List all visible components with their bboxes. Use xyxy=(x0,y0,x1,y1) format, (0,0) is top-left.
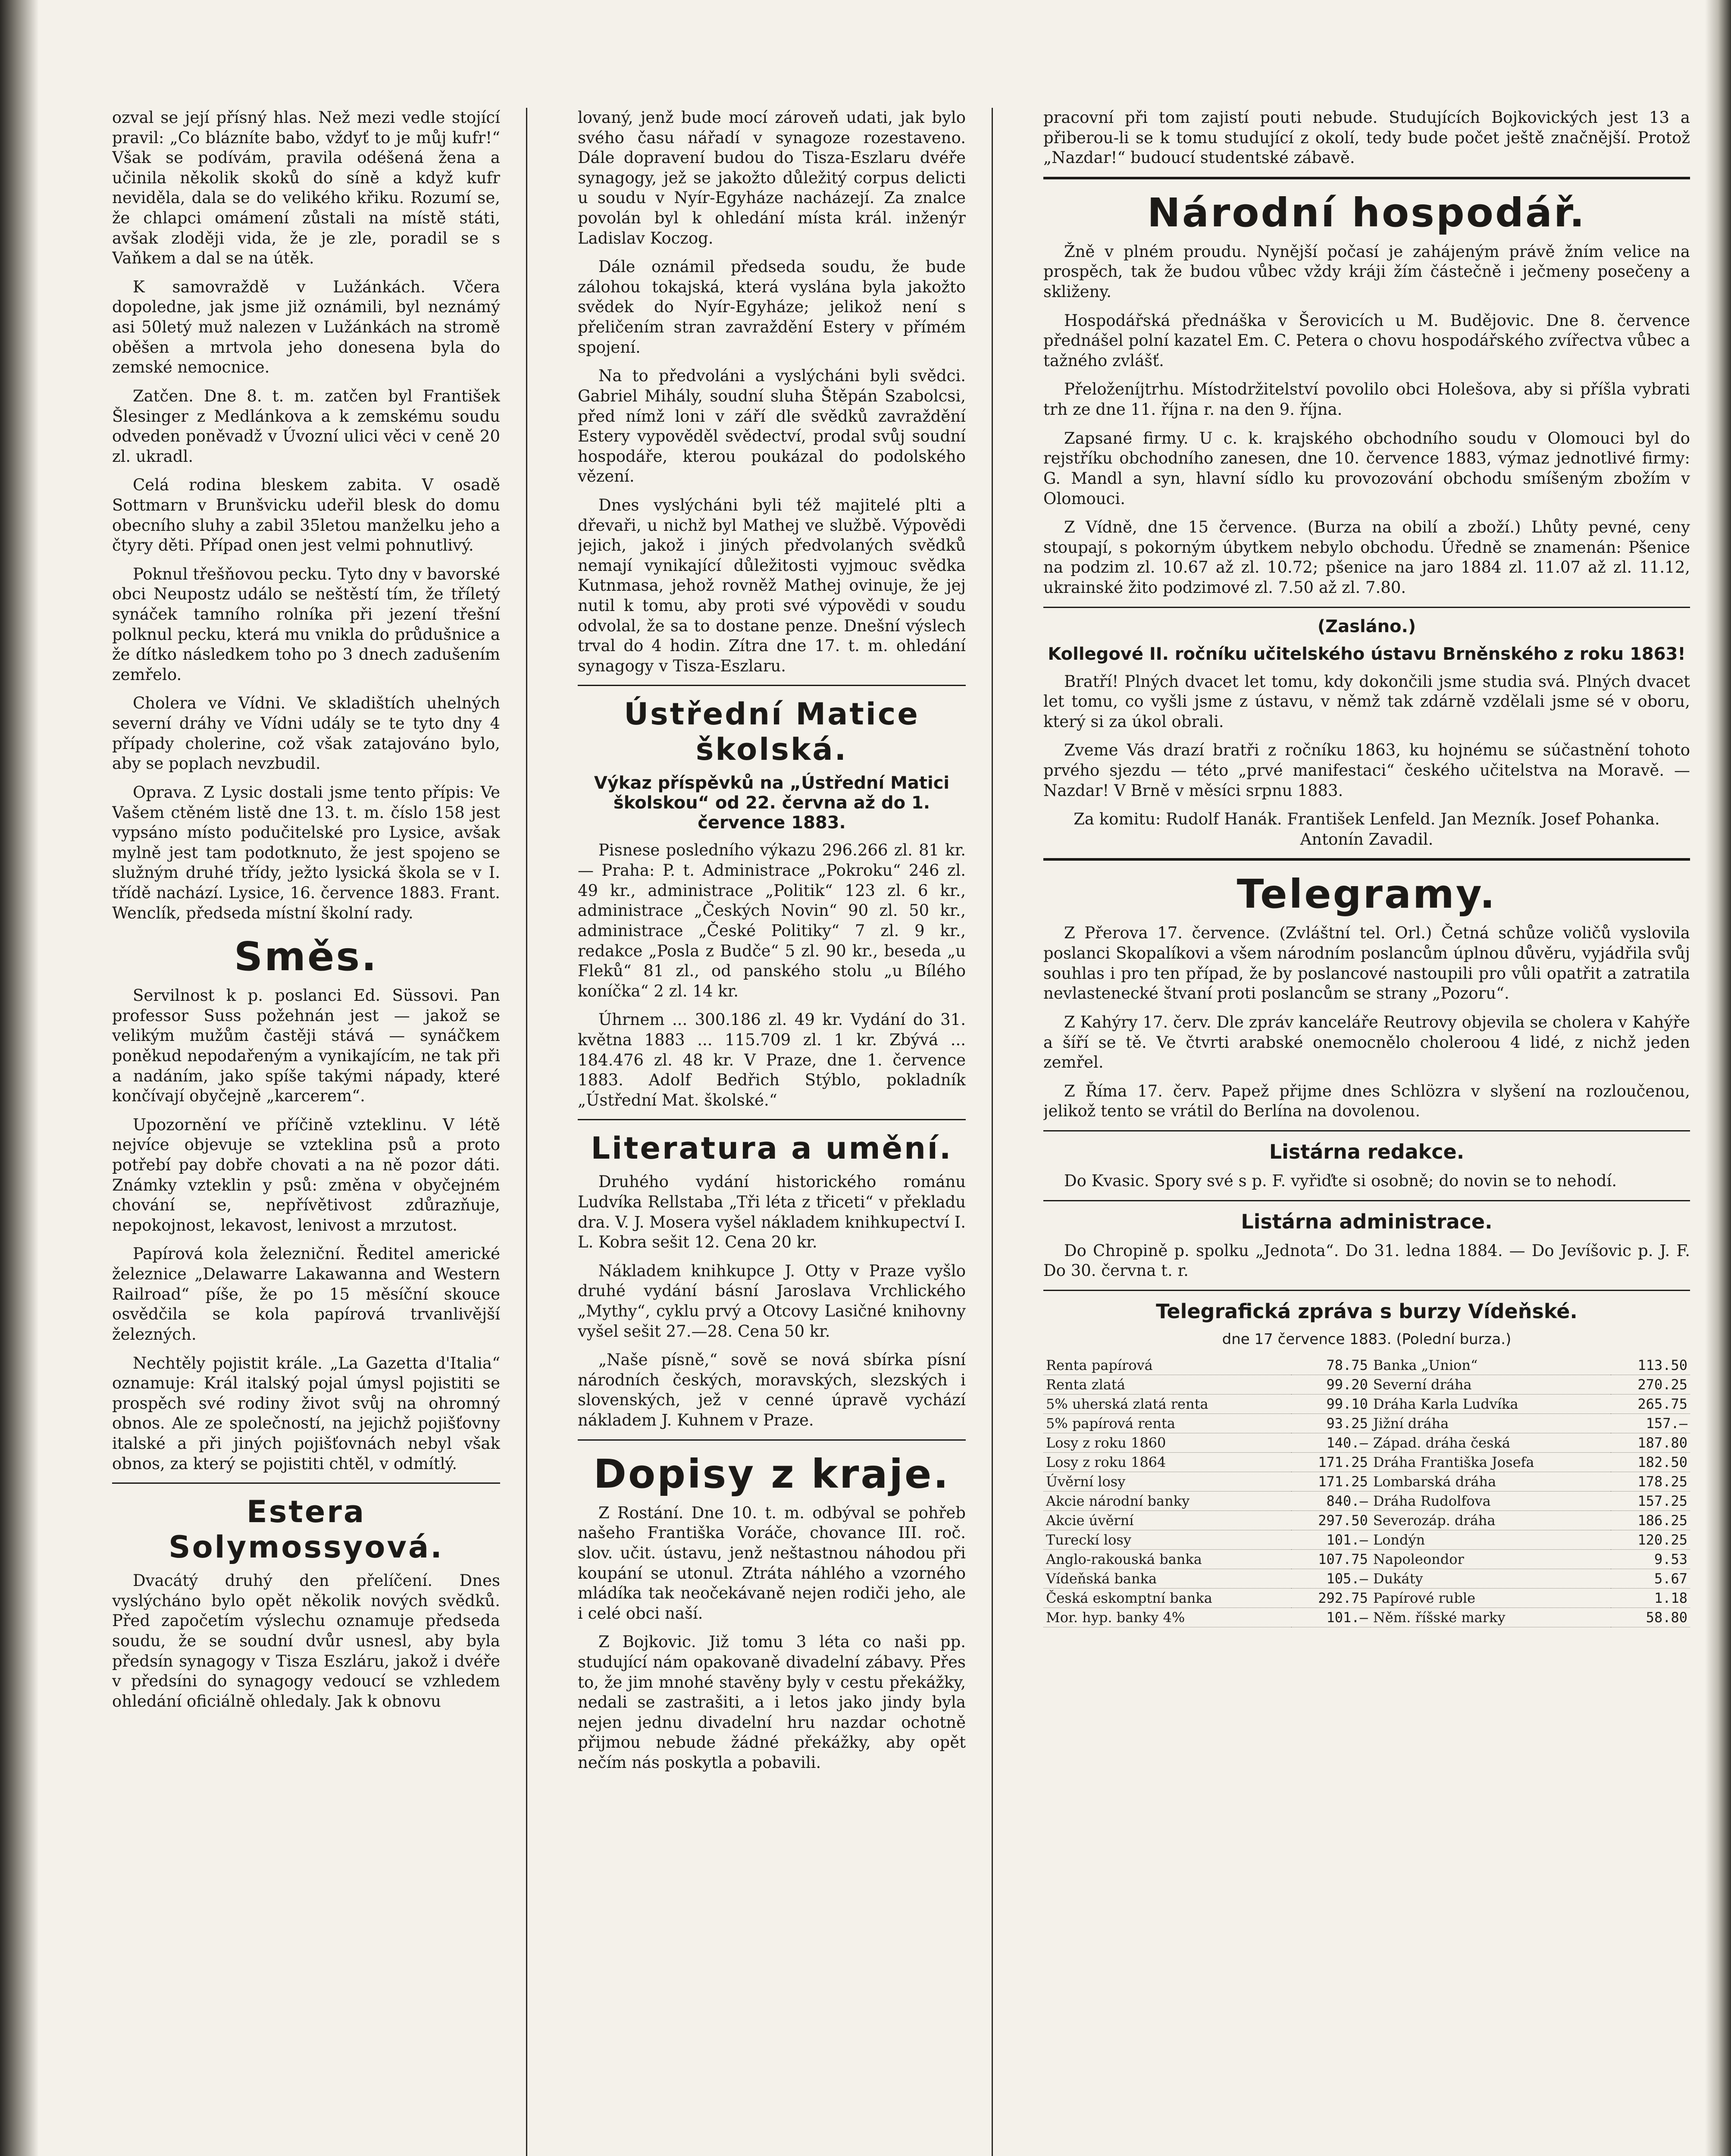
article-paragraph: Z Bojkovic. Již tomu 3 léta co naši pp. studující nám opakovaně divadelní zábavy. Přes to, že jim mnohé stavěny byly v cestu překážky, nedali se zastrašiti, a i letos jako jindy byla nejen jednu divadelní hru nazdar ochotně přijmou nebude žádné překážky, aby opět nečím nás poskytla a pobavili. xyxy=(578,1633,966,1772)
burza-table xyxy=(1043,1356,1690,1627)
section-divider xyxy=(1043,177,1690,179)
burza-price: 113.50 xyxy=(1611,1356,1690,1375)
burza-security: Londýn xyxy=(1371,1530,1611,1549)
section-title-dopisy: Dopisy z kraje. xyxy=(593,1451,950,1497)
scan-right-edge xyxy=(1705,0,1731,2156)
burza-security: Akcie úvěrní xyxy=(1043,1510,1291,1530)
article-paragraph: Přeloženíjtrhu. Místodržitelství povolilo obci Holešova, aby si příšla vybrati trh ze dne 11. října r. na den 9. října. xyxy=(1043,380,1690,419)
burza-price: 99.10 xyxy=(1291,1394,1371,1413)
burza-security: Západ. dráha česká xyxy=(1371,1433,1611,1452)
burza-security: Dráha Františka Josefa xyxy=(1371,1452,1611,1472)
article-paragraph: Na to předvoláni a vyslýcháni byli svědci. Gabriel Mihály, soudní sluha Štěpán Szabolcsi, před nímž loni v září dle svědků zavraždění Estery vypověděl svědectví, prodal svůj soudní hospodáře, kterou poukázal do podolského vězení. xyxy=(578,367,966,486)
article-paragraph: Nechtěly pojistit krále. „La Gazetta d'Italia“ oznamuje: Král italský pojal úmysl pojistiti se prospěch své rodiny život svůj na ohromný obnos. Ale ze společností, na jejichž pojišťovny italské a při jiných pojišťovnách nebyl však obnos, za který se pojistiti chtěl, v odmítlý. xyxy=(112,1354,500,1473)
listarna-redakce-title: Listárna redakce. xyxy=(1269,1140,1465,1163)
burza-security: Dukáty xyxy=(1371,1569,1611,1588)
burza-price: 187.80 xyxy=(1611,1433,1690,1452)
burza-security: Jižní dráha xyxy=(1371,1413,1611,1433)
column-rule xyxy=(526,108,527,2156)
burza-price: 58.80 xyxy=(1611,1608,1690,1627)
listarna-text: Do Chropině p. spolku „Jednota“. Do 31. ledna 1884. — Do Jevíšovic p. J. F. Do 30. června t. r. xyxy=(1043,1241,1690,1280)
burza-row xyxy=(1043,1569,1690,1588)
section-title-estera: Estera Solymossyová. xyxy=(169,1494,444,1565)
burza-security: Akcie národní banky xyxy=(1043,1491,1291,1510)
article-paragraph: Zatčen. Dne 8. t. m. zatčen byl František Šlesinger z Medlánkova a k zemskému soudu odveden poněvadž v Úvozní ulici věci v ceně 20 zl. ukradl. xyxy=(112,386,500,466)
section-divider xyxy=(578,685,966,686)
article-paragraph: Z Vídně, dne 15 července. (Burza na obilí a zboží.) Lhůty pevné, ceny stoupají, s pokorným úbytkem nebylo obchodu. Úředně se znamenán: Pšenice na podzim zl. 10.67 až zl. 10.72; pšenice na jaro 1884 zl. 11.07 až zl. 11.12, ukrainské žito podzimové zl. 7.50 až zl. 7.80. xyxy=(1043,518,1690,597)
section-title-literatura: Literatura a umění. xyxy=(591,1131,953,1166)
burza-price: 182.50 xyxy=(1611,1452,1690,1472)
article-paragraph: Hospodářská přednáška v Šerovicích u M. Budějovic. Dne 8. července přednášel polní kazatel Em. C. Petera o chovu hospodářského zvířectva vůbec a tažného zvlášť. xyxy=(1043,311,1690,370)
burza-price: 186.25 xyxy=(1611,1510,1690,1530)
burza-row xyxy=(1043,1452,1690,1472)
section-title-smes: Směs. xyxy=(234,934,379,980)
burza-security: 5% papírová renta xyxy=(1043,1413,1291,1433)
burza-price: 101.— xyxy=(1291,1530,1371,1549)
burza-price: 78.75 xyxy=(1291,1356,1371,1375)
section-divider xyxy=(578,1119,966,1120)
burza-price: 93.25 xyxy=(1291,1413,1371,1433)
burza-row xyxy=(1043,1530,1690,1549)
burza-price: 157.— xyxy=(1611,1413,1690,1433)
burza-security: Anglo-rakouská banka xyxy=(1043,1549,1291,1569)
article-paragraph: „Naše písně,“ sově se nová sbírka písní národních českých, moravských, slezských i slovenských, jež v cenné úpravě vychází nákladem J. Kuhnem v Praze. xyxy=(578,1351,966,1430)
burza-row xyxy=(1043,1491,1690,1510)
burza-row xyxy=(1043,1413,1690,1433)
article-paragraph: Dále oznámil předseda soudu, že bude zálohou tokajská, která vyslána byla jakožto svědek do Nyír-Egyháze; jelikož není s přeličením stran zavraždění Estery v přímém spojení. xyxy=(578,257,966,357)
burza-subtitle: dne 17 července 1883. (Polední burza.) xyxy=(1222,1330,1512,1348)
burza-row xyxy=(1043,1549,1690,1569)
article-paragraph: Z Rostání. Dne 10. t. m. odbýval se pohřeb našeho Františka Voráče, chovance III. roč. slov. učit. ústavu, jenž neštastnou náhodou při koupání se utonul. Ztráta náhlého a vzorného mládíka tak neočekávaně nejen rodiči jeho, ale i celé obci naší. xyxy=(578,1503,966,1623)
burza-security: Mor. hyp. banky 4% xyxy=(1043,1608,1291,1627)
article-paragraph: pracovní při tom zajistí pouti nebude. Studujících Bojkovických jest 13 a přiberou-li se k tomu studující z okolí, tedy bude počet ještě značnější. Protož „Nazdar!“ budoucí studentské zábavě. xyxy=(1043,108,1690,167)
burza-security: Vídeňská banka xyxy=(1043,1569,1291,1588)
burza-price: 107.75 xyxy=(1291,1549,1371,1569)
section-divider xyxy=(1043,858,1690,861)
burza-row xyxy=(1043,1394,1690,1413)
burza-security: Losy z roku 1860 xyxy=(1043,1433,1291,1452)
burza-security: Losy z roku 1864 xyxy=(1043,1452,1291,1472)
burza-row xyxy=(1043,1433,1690,1452)
section-divider xyxy=(578,1439,966,1441)
article-paragraph: lovaný, jenž bude mocí zároveň udati, jak bylo svého času nářadí v synagoze rozestaveno. Dále dopravení budou do Tisza-Eszlaru dvéře synagogy, jež se jakožto důležitý corpus delicti u soudu v Nyír-Egyháze nacházejí. Za znalce povolán byl k ohledání místa král. inženýr Ladislav Koczog. xyxy=(578,108,966,248)
burza-security: Banka „Union“ xyxy=(1371,1356,1611,1375)
burza-price: 265.75 xyxy=(1611,1394,1690,1413)
article-paragraph: Z Říma 17. červ. Papež přijme dnes Schlözra v slyšení na rozloučenou, jelikož tento se vrátil do Berlína na dovolenou. xyxy=(1043,1081,1690,1121)
article-paragraph: Z Přerova 17. července. (Zvláštní tel. Orl.) Četná schůze voličů vyslovila poslanci Skopalíkovi a všem národním poslancům úplnou důvěru, vyjádřila svůj souhlas i pro ten případ, že by poslancové nastoupili pro vůli opatřit a zatratila nevlastenecké štvaní proti poslancům se strany „Pozoru“. xyxy=(1043,924,1690,1003)
burza-price: 178.25 xyxy=(1611,1472,1690,1491)
burza-row xyxy=(1043,1608,1690,1627)
article-paragraph: Pisnese posledního výkazu 296.266 zl. 81 kr. — Praha: P. t. Administrace „Pokroku“ 246 zl. 49 kr., administrace „Politik“ 123 zl. 6 kr., administrace „Českých Novin“ 90 zl. 50 kr., administrace „České Politiky“ 7 zl. 9 kr., redakce „Posla z Budče“ 5 zl. 90 kr., beseda „u Fleků“ 81 zl., od panského stolu „u Bílého koníčka“ 2 zl. 14 kr. xyxy=(578,841,966,1000)
burza-security: Severní dráha xyxy=(1371,1375,1611,1394)
burza-row xyxy=(1043,1510,1690,1530)
article-paragraph: Druhého vydání historického románu Ludvíka Rellstaba „Tři léta z třiceti“ v překladu dra. V. J. Mosera vyšel nákladem knihkupectví I. L. Kobra sešit 12. Cena 20 kr. xyxy=(578,1172,966,1252)
section-divider xyxy=(1043,607,1690,608)
article-paragraph: Celá rodina bleskem zabita. V osadě Sottmarn v Brunšvicku udeřil blesk do domu obecního sluhy a zabil 35letou manželku jeho a čtyry děti. Případ onen jest velmi pohnutlivý. xyxy=(112,476,500,555)
burza-price: 157.25 xyxy=(1611,1491,1690,1510)
burza-title: Telegrafická zpráva s burzy Vídeňské. xyxy=(1156,1299,1578,1323)
article-paragraph: K samovraždě v Lužánkách. Včera dopoledne, jak jsme již oznámili, byl neznámý asi 50letý muž nalezen v Lužánkách na stromě oběšen a mrtvola jeho donesena byla do zemské nemocnice. xyxy=(112,277,500,377)
article-paragraph: Cholera ve Vídni. Ve skladištích uhelných severní dráhy ve Vídni udály se te tyto dny 4 případy cholerine, což však zatajováno bylo, aby se poplach nevzbudil. xyxy=(112,694,500,773)
signatories: Za komitu: Rudolf Hanák. František Lenfeld. Jan Mezník. Josef Pohanka. Antonín Zavadil. xyxy=(1074,810,1660,849)
section-divider xyxy=(1043,1200,1690,1201)
burza-security: Napoleondor xyxy=(1371,1549,1611,1569)
article-paragraph: Servilnost k p. poslanci Ed. Süssovi. Pan professor Suss požehnán jest — jakož se velikým mužům častěji stává — synáčkem poněkud nepodařeným a vynikajícím, ne tak při a nadáním, jako spíše takými nápady, které končívají obyčejně „karcerem“. xyxy=(112,986,500,1106)
article-paragraph: Dnes vyslýcháni byli též majitelé plti a dřevaři, u nichž byl Mathej ve službě. Výpovědi jejich, jakož i jiných předvolaných svědků nemají vynikající důležitosti vyjmouc svědka Kutnmasa, jehož rovněž Mathej ovinuje, že jej nutil k tomu, aby proti své výpovědi v soudu odvolal, že sa to dostane penze. Dnešní výslech trval do 4 hodin. Zítra dne 17. t. m. ohledání synagogy v Tisza-Eszlaru. xyxy=(578,495,966,675)
burza-row xyxy=(1043,1356,1690,1375)
burza-row xyxy=(1043,1375,1690,1394)
zaslano-heading: Kollegové II. ročníku učitelského ústavu Brněnského z roku 1863! xyxy=(1048,644,1686,664)
listarna-admin-title: Listárna administrace. xyxy=(1241,1210,1493,1233)
article-paragraph: Zapsané firmy. U c. k. krajského obchodního soudu v Olomouci byl do rejstříku obchodního zanesen, dne 10. července 1883, výmaz jednotlivé firmy: G. Mandl a syn, hlavní sídlo ku provozování obchodu smíšeným zbožím v Olomouci. xyxy=(1043,429,1690,508)
burza-security: Něm. říšské marky xyxy=(1371,1608,1611,1627)
article-paragraph: Žně v plném proudu. Nynější počasí je zahájeným právě žním velice na prospěch, tak že budou vůbec vždy kráji žím částečně i ječmeny posečeny a skliženy. xyxy=(1043,242,1690,301)
burza-price: 292.75 xyxy=(1291,1588,1371,1608)
column-rule xyxy=(992,108,993,2156)
burza-security: Renta papírová xyxy=(1043,1356,1291,1375)
burza-price: 9.53 xyxy=(1611,1549,1690,1569)
article-paragraph: Z Kahýry 17. červ. Dle zpráv kanceláře Reutrovy objevila se cholera v Kahýře a šíří se tě. Ve čtvrti arabské onemocnělo choleroou 4 lidé, z nichž jeden zemřel. xyxy=(1043,1012,1690,1072)
burza-security: Lombarská dráha xyxy=(1371,1472,1611,1491)
burza-price: 171.25 xyxy=(1291,1452,1371,1472)
column-3 xyxy=(1043,108,1690,2156)
article-paragraph: Oprava. Z Lysic dostali jsme tento přípis: Ve Vašem ctěném listě dne 13. t. m. číslo 158 jest vypsáno místo podučitelské pro Lysice, avšak mylně jest tam podotknuto, že jest spojeno se služným druhé třídy, ježto lysická škola se v I. třídě nachází. Lysice, 16. července 1883. Frant. Wenclík, předseda místní školní rady. xyxy=(112,783,500,922)
burza-price: 105.— xyxy=(1291,1569,1371,1588)
section-title-matice: Ústřední Matice školská. xyxy=(624,696,920,768)
scan-left-edge xyxy=(0,0,39,2156)
article-paragraph: Nákladem knihkupce J. Otty v Praze vyšlo druhé vydání básní Jaroslava Vrchlického „Mythy“, cyklu prvý a Otcovy Lasičné knihovny vyšel sešit 27.—28. Cena 50 kr. xyxy=(578,1261,966,1341)
section-divider xyxy=(1043,1290,1690,1291)
burza-row xyxy=(1043,1588,1690,1608)
burza-row xyxy=(1043,1472,1690,1491)
article-paragraph: Zveme Vás drazí bratři z ročníku 1863, ku hojnému se súčastnění tohoto prvého sjezdu — této „prvé manifestaci“ českého učitelstva na Moravě. — Nazdar! V Brně v měsíci srpnu 1883. xyxy=(1043,741,1690,800)
column-2 xyxy=(578,108,966,2156)
burza-price: 99.20 xyxy=(1291,1375,1371,1394)
burza-price: 5.67 xyxy=(1611,1569,1690,1588)
article-paragraph: Poknul třešňovou pecku. Tyto dny v bavorské obci Neupostz událo se neštěstí tím, že tříletý synáček tamního rolníka při jezení třešní polknul pecku, která mu vnikla do průdušnice a že dítko následkem toho po 3 dnech zadušením zemřelo. xyxy=(112,564,500,684)
burza-security: Dráha Rudolfova xyxy=(1371,1491,1611,1510)
article-paragraph: ozval se její přísný hlas. Než mezi vedle stojící pravil: „Co blázníte babo, vždyť to je můj kufr!“ Však se podívám, pravila odéšená žena a učinila několik skoků do síně a když kufr neviděla, dala se do velikého křiku. Rozumí se, že chlapci omámení zůstali na místě státi, avšak zloději vida, že je zle, poradil se s Vaňkem a dal se na útěk. xyxy=(112,108,500,268)
section-title-hospodar: Národní hospodář. xyxy=(1147,189,1587,236)
burza-price: 101.— xyxy=(1291,1608,1371,1627)
burza-price: 171.25 xyxy=(1291,1472,1371,1491)
article-paragraph: Bratří! Plných dvacet let tomu, kdy dokončili jsme studia svá. Plných dvacet let tomu, co vyšli jsme z ústavu, v němž tak zdárně vzdělali jsme sé v oboru, který si za úkol obrali. xyxy=(1043,672,1690,731)
section-title-telegramy: Telegramy. xyxy=(1236,871,1497,918)
burza-security: Papírové ruble xyxy=(1371,1588,1611,1608)
burza-security: Úvěrní losy xyxy=(1043,1472,1291,1491)
burza-security: Severozáp. dráha xyxy=(1371,1510,1611,1530)
zaslano-label: (Zasláno.) xyxy=(1317,616,1416,636)
burza-price: 140.— xyxy=(1291,1433,1371,1452)
burza-price: 270.25 xyxy=(1611,1375,1690,1394)
burza-security: Renta zlatá xyxy=(1043,1375,1291,1394)
article-paragraph: Upozornění ve příčině vzteklinu. V létě nejvíce objevuje se vzteklina psů a proto potřebí pay dobře chovati a na ně pozor dáti. Známky vzteklin y psů: změna v obyčejném chování se, nepřívětivost zdůrazňuje, nepokojnost, lekavost, lenivost a mrzutost. xyxy=(112,1115,500,1235)
article-paragraph: Dvacátý druhý den přelíčení. Dnes vyslýcháno bylo opět několik nových svědků. Před započetím výslechu oznamuje předseda soudu, že se soudní dvůr usnesl, aby byla předsín synagogy v Tisza Eszláru, jakož i dvéře v předsíni do synagogy vedoucí se vzhledem ohledání oficiálně ohledaly. Jak k obnovu xyxy=(112,1571,500,1711)
article-paragraph: Úhrnem ... 300.186 zl. 49 kr. Vydání do 31. května 1883 ... 115.709 zl. 1 kr. Zbývá ... 184.476 zl. 48 kr. V Praze, dne 1. července 1883. Adolf Bedřich Stýblo, pokladník „Ústřední Mat. školské.“ xyxy=(578,1010,966,1109)
burza-security: 5% uherská zlatá renta xyxy=(1043,1394,1291,1413)
column-1 xyxy=(112,108,500,2156)
burza-price: 120.25 xyxy=(1611,1530,1690,1549)
burza-security: Česká eskomptní banka xyxy=(1043,1588,1291,1608)
burza-price: 840.— xyxy=(1291,1491,1371,1510)
burza-security: Tureckí losy xyxy=(1043,1530,1291,1549)
burza-price: 297.50 xyxy=(1291,1510,1371,1530)
section-divider xyxy=(1043,1130,1690,1131)
article-paragraph: Papírová kola železniční. Ředitel americké železnice „Delawarre Lakawanna and Western Railroad“ píše, že po 15 měsíční skouce osvědčila se kola papírová trvanlivější železných. xyxy=(112,1244,500,1344)
burza-price: 1.18 xyxy=(1611,1588,1690,1608)
section-subtitle: Výkaz příspěvků na „Ústřední Matici školskou“ od 22. června až do 1. července 1883. xyxy=(594,773,950,833)
burza-security: Dráha Karla Ludvíka xyxy=(1371,1394,1611,1413)
section-divider xyxy=(112,1482,500,1484)
listarna-text: Do Kvasic. Spory své s p. F. vyřiďte si osobně; do novin se to nehodí. xyxy=(1064,1171,1617,1190)
